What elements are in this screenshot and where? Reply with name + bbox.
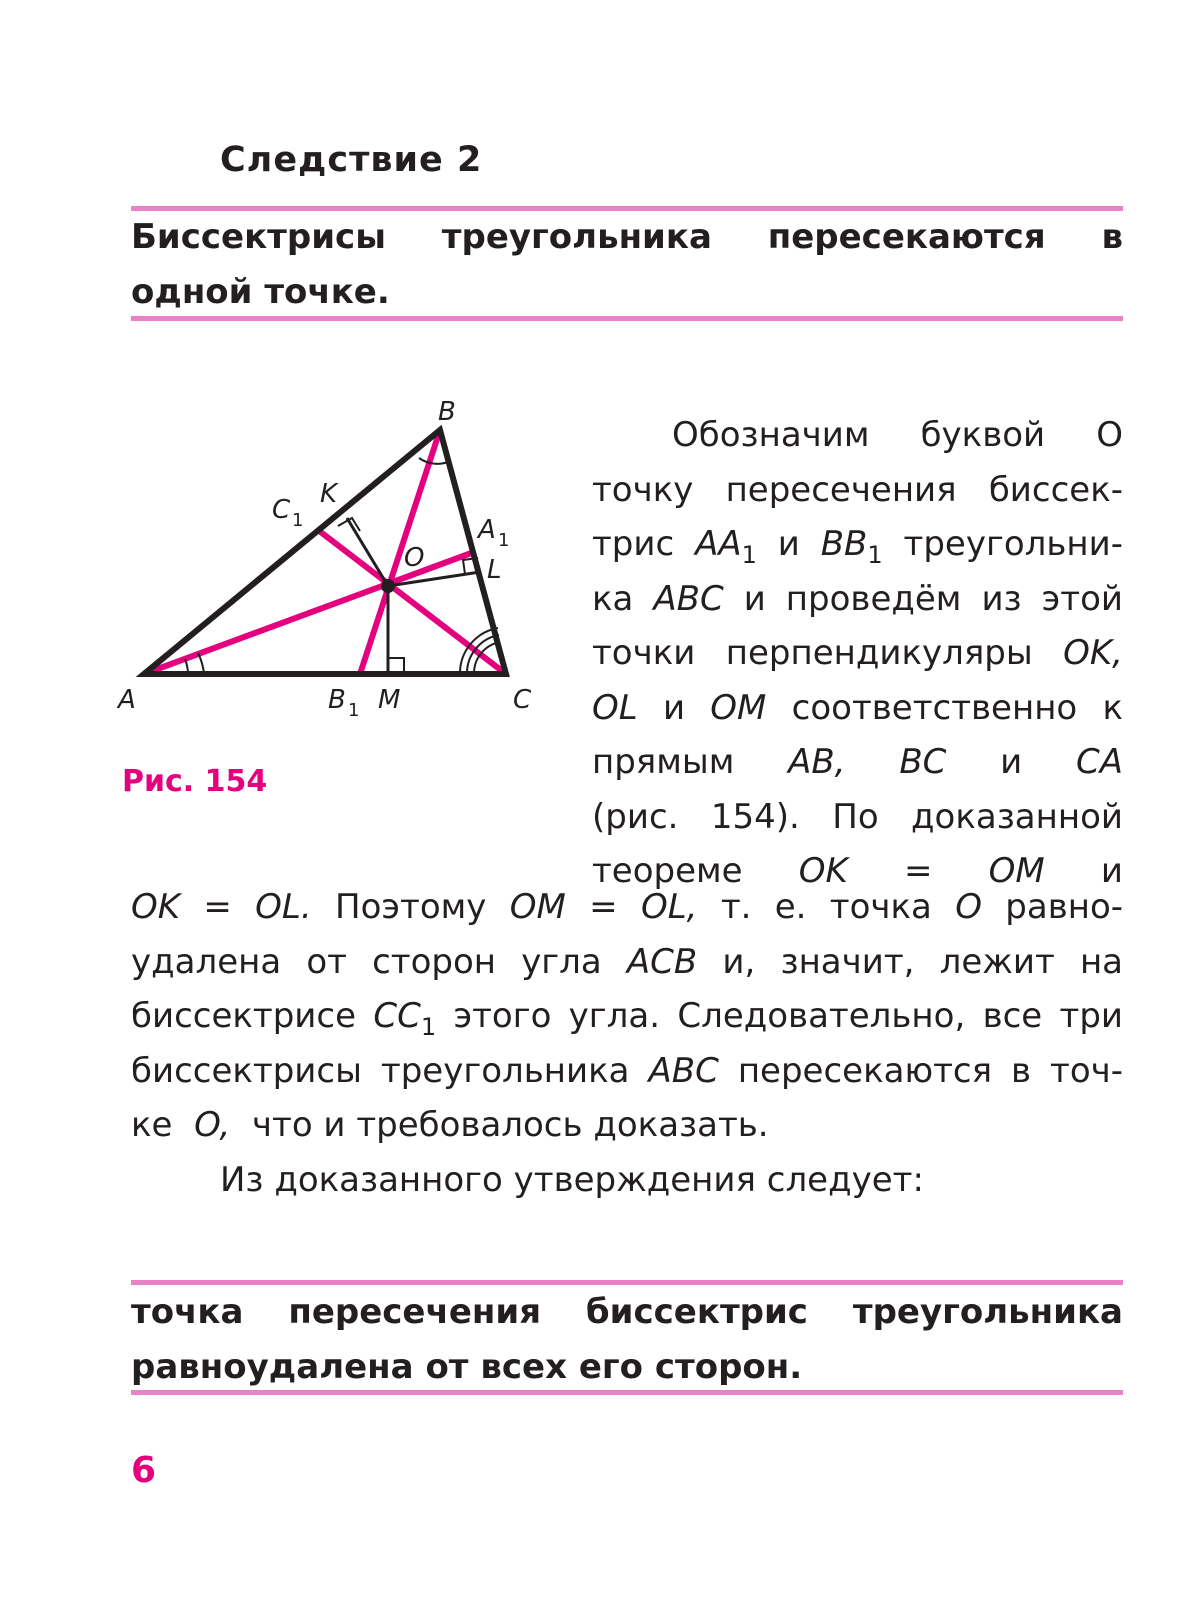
label-B: B <box>438 400 456 427</box>
page-number: 6 <box>131 1450 157 1491</box>
label-A1-sub: 1 <box>498 530 510 551</box>
right-angle-K <box>338 518 360 531</box>
point-O <box>381 579 395 593</box>
label-B1-sub: 1 <box>348 700 360 721</box>
text-line: биссектрисе $CC_1$ этого угла. Следовательно, все три <box>131 996 1124 1041</box>
conclusion-bottom-rule <box>131 1390 1123 1395</box>
triangle-ABC <box>144 430 506 674</box>
label-K: K <box>320 479 338 509</box>
text-line: прямым AB, BC и CA <box>592 742 1124 782</box>
text-line: Из доказанного утверждения следует: <box>220 1159 924 1200</box>
figure-154 <box>110 400 570 740</box>
label-A: A <box>118 685 136 715</box>
perpendicular-OK <box>347 518 388 586</box>
proof-text-full <box>131 880 1123 1207</box>
corollary-statement: Биссектрисы треугольника пересекаются в одной точке. <box>131 217 1123 312</box>
label-L: L <box>487 555 502 585</box>
conclusion-statement: точка пересечения биссектрис треугольника равноудалена от всех его сторон. <box>131 1292 1123 1387</box>
label-C: C <box>513 685 532 715</box>
label-B1: B <box>328 685 346 715</box>
text-line: (рис. 154). По доказанной <box>592 796 1123 837</box>
text-line: Обозначим буквой O <box>672 415 1123 455</box>
triangle-diagram <box>110 400 570 740</box>
text-line: теореме OK = OM и <box>592 851 1124 891</box>
text-line: ка ABC и проведём из этой <box>592 578 1123 619</box>
bottom-rule <box>131 316 1123 321</box>
arc-A-inner <box>198 653 204 674</box>
label-A1: A <box>478 515 496 545</box>
text-line: точку пересечения биссек- <box>592 469 1123 510</box>
text-line: ке O, что и требовалось доказать. <box>131 1105 769 1145</box>
figure-caption: Рис. 154 <box>122 764 268 799</box>
label-O: O <box>404 543 425 573</box>
text-line: точки перпендикуляры OK, <box>592 633 1123 673</box>
text-line: биссектрисы треугольника ABC пересекаются в точ- <box>131 1050 1124 1091</box>
label-M: M <box>378 685 401 715</box>
text-line: удалена от сторон угла ACB и, значит, лежит на <box>131 941 1124 982</box>
text-line: трис $AA_1$ и $BB_1$ треугольни- <box>592 524 1124 569</box>
text-line: OK = OL. Поэтому OM = OL, т. е. точка O равно- <box>131 887 1124 927</box>
proof-text-column <box>592 408 1123 899</box>
label-C1: C <box>272 495 291 525</box>
text-line: OL и OM соответственно к <box>592 687 1123 728</box>
label-C1-sub: 1 <box>292 510 304 531</box>
section-heading: Следствие 2 <box>220 140 483 180</box>
